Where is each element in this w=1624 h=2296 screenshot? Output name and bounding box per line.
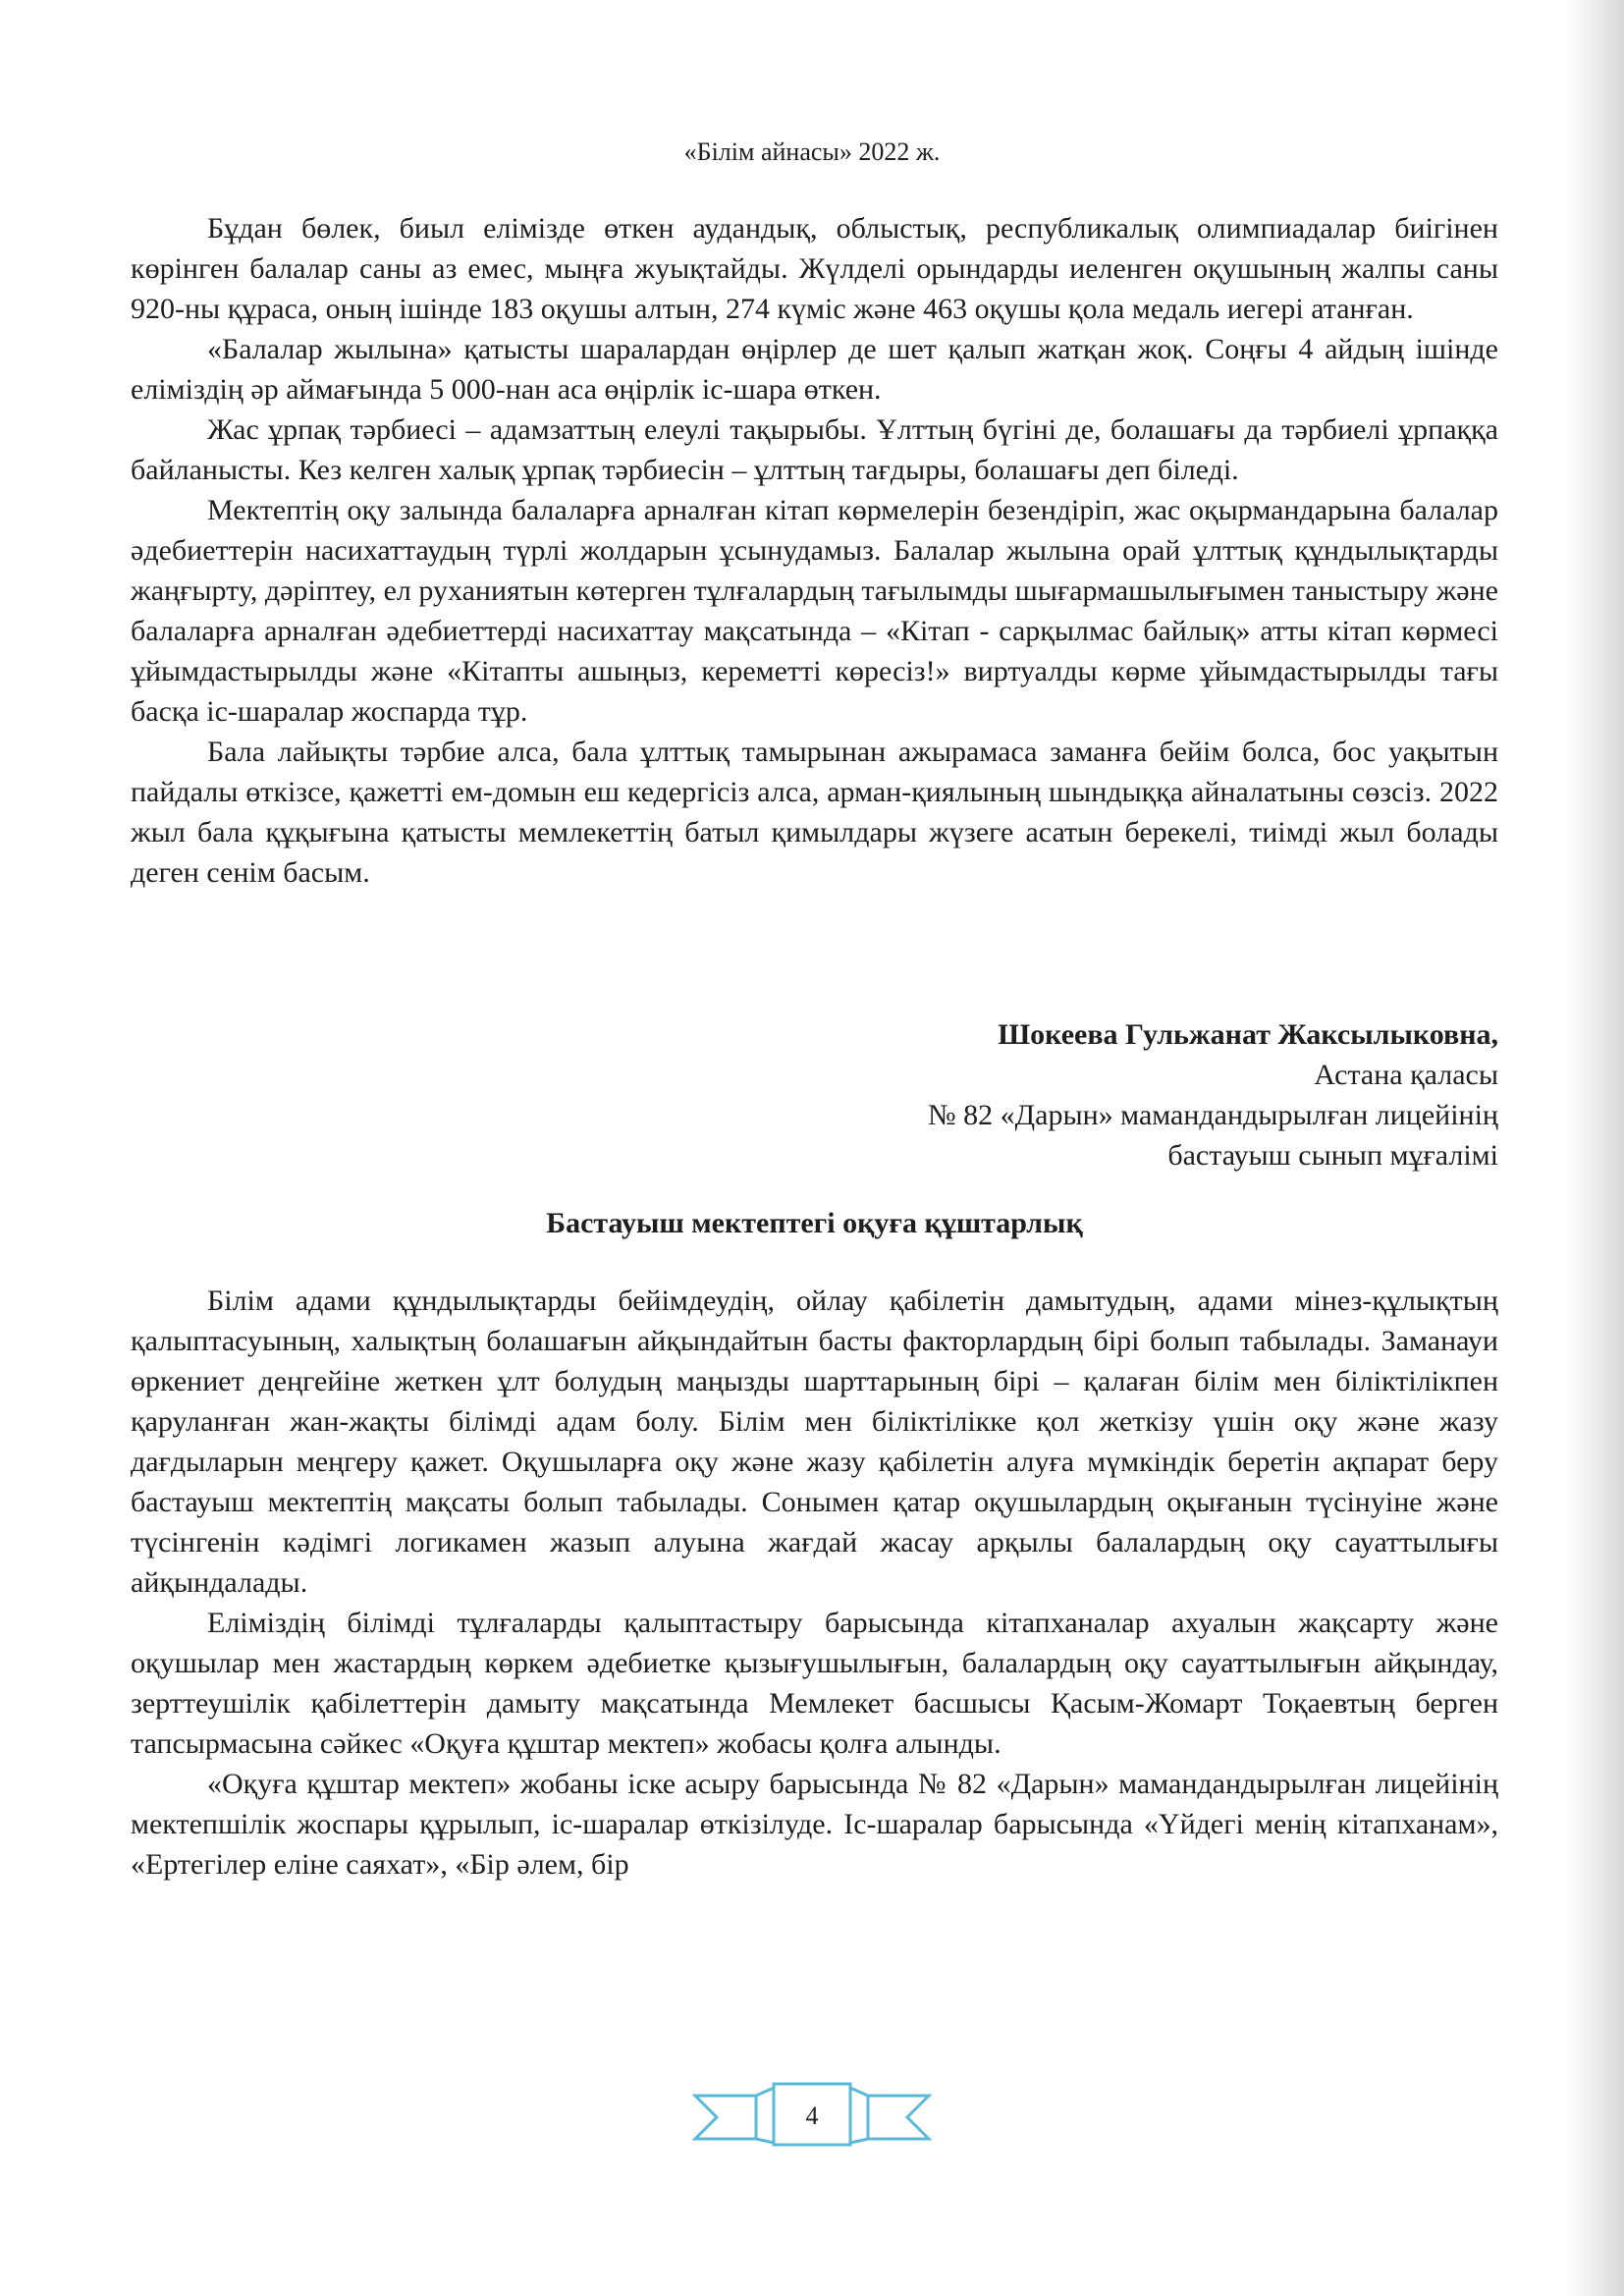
- paragraph: Бұдан бөлек, биыл елімізде өткен аудандық, облыстық, республикалық олимпиадалар биігінен көрінген балалар саны аз емес, мыңға жуықтайды. Жүлделі орындарды иеленген оқушының жалпы саны 920-ны құраса, оның ішінде 183 оқушы алтын, 274 күміс және 463 оқушы қола медаль иегері атанған.: [131, 212, 1498, 325]
- paragraph: Жас ұрпақ тәрбиесі – адамзаттың елеулі тақырыбы. Ұлттың бүгіні де, болашағы да тәрбиелі ұрпаққа байланысты. Кез келген халық ұрпақ тәрбиесін – ұлттың тағдыры, болашағы деп біледі.: [131, 413, 1498, 486]
- author-position: бастауыш сынып мұғалімі: [1167, 1139, 1498, 1172]
- paragraph: Бала лайықты тәрбие алса, бала ұлттық тамырынан ажырамаса заманға бейім болса, бос уақытын пайдалы өткізсе, қажетті ем-домын еш кедергісіз алса, арман-қиялының шындыққа айналатыны сөзсіз. 2022 жыл бала құқығына қатысты мемлекеттің батыл қимылдары жүзеге асатын берекелі, тиімді жыл болады деген сенім басым.: [131, 736, 1498, 889]
- author-name: Шокеева Гульжанат Жаксылыковна,: [998, 1018, 1498, 1051]
- page-footer: [0, 2078, 1624, 2176]
- paragraph: Еліміздің білімді тұлғаларды қалыптастыру барысында кітапханалар ахуалын жақсарту және оқушылар мен жастардың көркем әдебиетке қызығушылығын, балалардың оқу сауаттылығын айқындау, зерттеушілік қабілеттерін дамыту мақсатында Мемлекет басшысы Қасым-Жомарт Тоқаевтың берген тапсырмасына сәйкес «Оқуға құштар мектеп» жобасы қолға алынды.: [131, 1607, 1498, 1760]
- author-school: № 82 «Дарын» мамандандырылған лицейінің: [928, 1099, 1498, 1131]
- paragraph: «Оқуға құштар мектеп» жобаны іске асыру барысында № 82 «Дарын» мамандандырылған лицейінің мектепшілік жоспары құрылып, іс-шаралар өткізілуде. Іс-шаралар барысында «Үйдегі менің кітапханам», «Ертегілер еліне саяхат», «Бір әлем, бір: [131, 1768, 1498, 1881]
- page-edge-shadow: [1565, 0, 1624, 2296]
- article-title: Бастауыш мектептегі оқуға құштарлық: [546, 1207, 1083, 1239]
- paragraph: «Балалар жылына» қатысты шаралардан өңірлер де шет қалып жатқан жоқ. Соңғы 4 айдың ішінде еліміздің әр аймағында 5 000-нан аса өңірлік іс-шара өткен.: [131, 333, 1498, 406]
- author-city: Астана қаласы: [1314, 1059, 1498, 1091]
- paragraph: Білім адами құндылықтарды бейімдеудің, ойлау қабілетін дамытудың, адами мінез-құлықтың қалыптасуының, халықтың болашағын айқындайтын басты факторлардың бірі болып табылады. Заманауи өркениет деңгейіне жеткен ұлт болудың маңызды шарттарының бірі – қалаған білім мен біліктілікпен қаруланған жан-жақты білімді адам болу. Білім мен біліктілікке қол жеткізу үшін оқу және жазу дағдыларын меңгеру қажет. Оқушыларға оқу және жазу қабілетін алуға мүмкіндік беретін ақпарат беру бастауыш мектептің мақсаты болып табылады. Сонымен қатар оқушылардың оқығанын түсінуіне және түсінгенін кәдімгі логикамен жазып алуына жағдай жасау арқылы балалардың оқу сауаттылығы айқындалады.: [131, 1285, 1498, 1599]
- page-number: 4: [805, 2102, 819, 2130]
- author-block: [131, 1014, 1498, 1175]
- page-content: [131, 208, 1498, 1885]
- paragraph: Мектептің оқу залында балаларға арналған кітап көрмелерін безендіріп, жас оқырмандарына балалар әдебиеттерін насихаттаудың түрлі жолдарын ұсынудамыз. Балалар жылына орай ұлттық құндылықтарды жаңғырту, дәріптеу, ел руханиятын көтерген тұлғалардың тағылымды шығармашылығымен таныстыру және балаларға арналған әдебиеттерді насихаттау мақсатында – «Кітап - сарқылмас байлық» атты кітап көрмесі ұйымдастырылды және «Кітапты ашыңыз, кереметті көресіз!» виртуалды көрме ұйымдастырылды тағы басқа іс-шаралар жоспарда тұр.: [131, 494, 1498, 728]
- running-header: «Білім айнасы» 2022 ж.: [683, 137, 941, 166]
